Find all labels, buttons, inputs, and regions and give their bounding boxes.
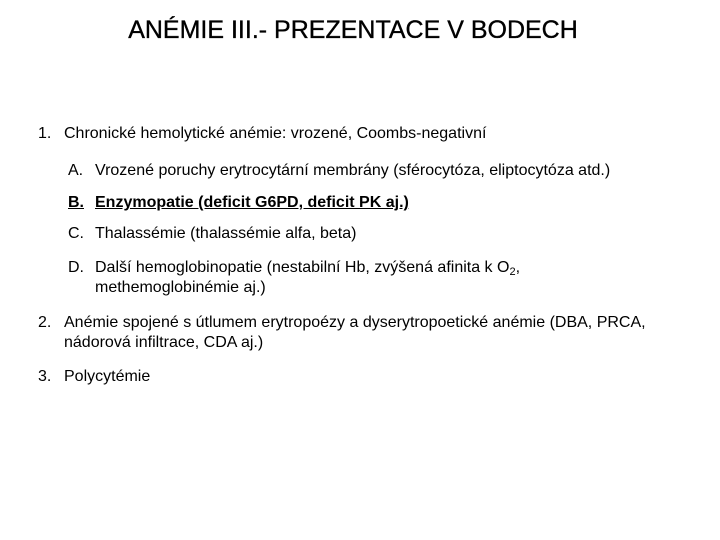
list-marker: B.	[68, 194, 84, 211]
text-part: , methemoglobinémie aj.)	[95, 259, 521, 296]
list-item-3	[38, 367, 678, 387]
list-item-text	[95, 258, 598, 298]
list-marker: 1.	[38, 125, 52, 142]
list-item-text: Anémie spojené s útlumem erytropoézy a dyserytropoetické anémie (DBA, PRCA, nádorová infiltrace, CDA aj.)	[64, 314, 646, 351]
list-item-text: Polycytémie	[64, 368, 151, 385]
sub-item-c	[68, 224, 688, 244]
list-item-2	[38, 313, 678, 353]
sub-item-a	[68, 161, 688, 181]
list-item-text: Chronické hemolytické anémie: vrozené, Coombs-negativní	[64, 125, 487, 142]
list-item-1	[38, 124, 678, 144]
slide-title: ANÉMIE III.- PREZENTACE V BODECH	[128, 16, 578, 44]
list-marker: C.	[68, 225, 84, 242]
list-marker: 3.	[38, 368, 52, 385]
sub-item-d	[68, 258, 598, 298]
text-part: Další hemoglobinopatie (nestabilní Hb, zvýšená afinita k O	[95, 259, 510, 276]
sub-item-b	[68, 193, 688, 213]
list-marker: D.	[68, 259, 84, 276]
list-marker: A.	[68, 162, 84, 179]
list-item-text: Thalassémie (thalassémie alfa, beta)	[95, 225, 357, 242]
subscript: 2	[509, 266, 516, 278]
list-item-text: Vrozené poruchy erytrocytární membrány (sférocytóza, eliptocytóza atd.)	[95, 162, 611, 179]
list-marker: 2.	[38, 314, 52, 331]
list-item-text: Enzymopatie (deficit G6PD, deficit PK aj.)	[95, 194, 409, 211]
